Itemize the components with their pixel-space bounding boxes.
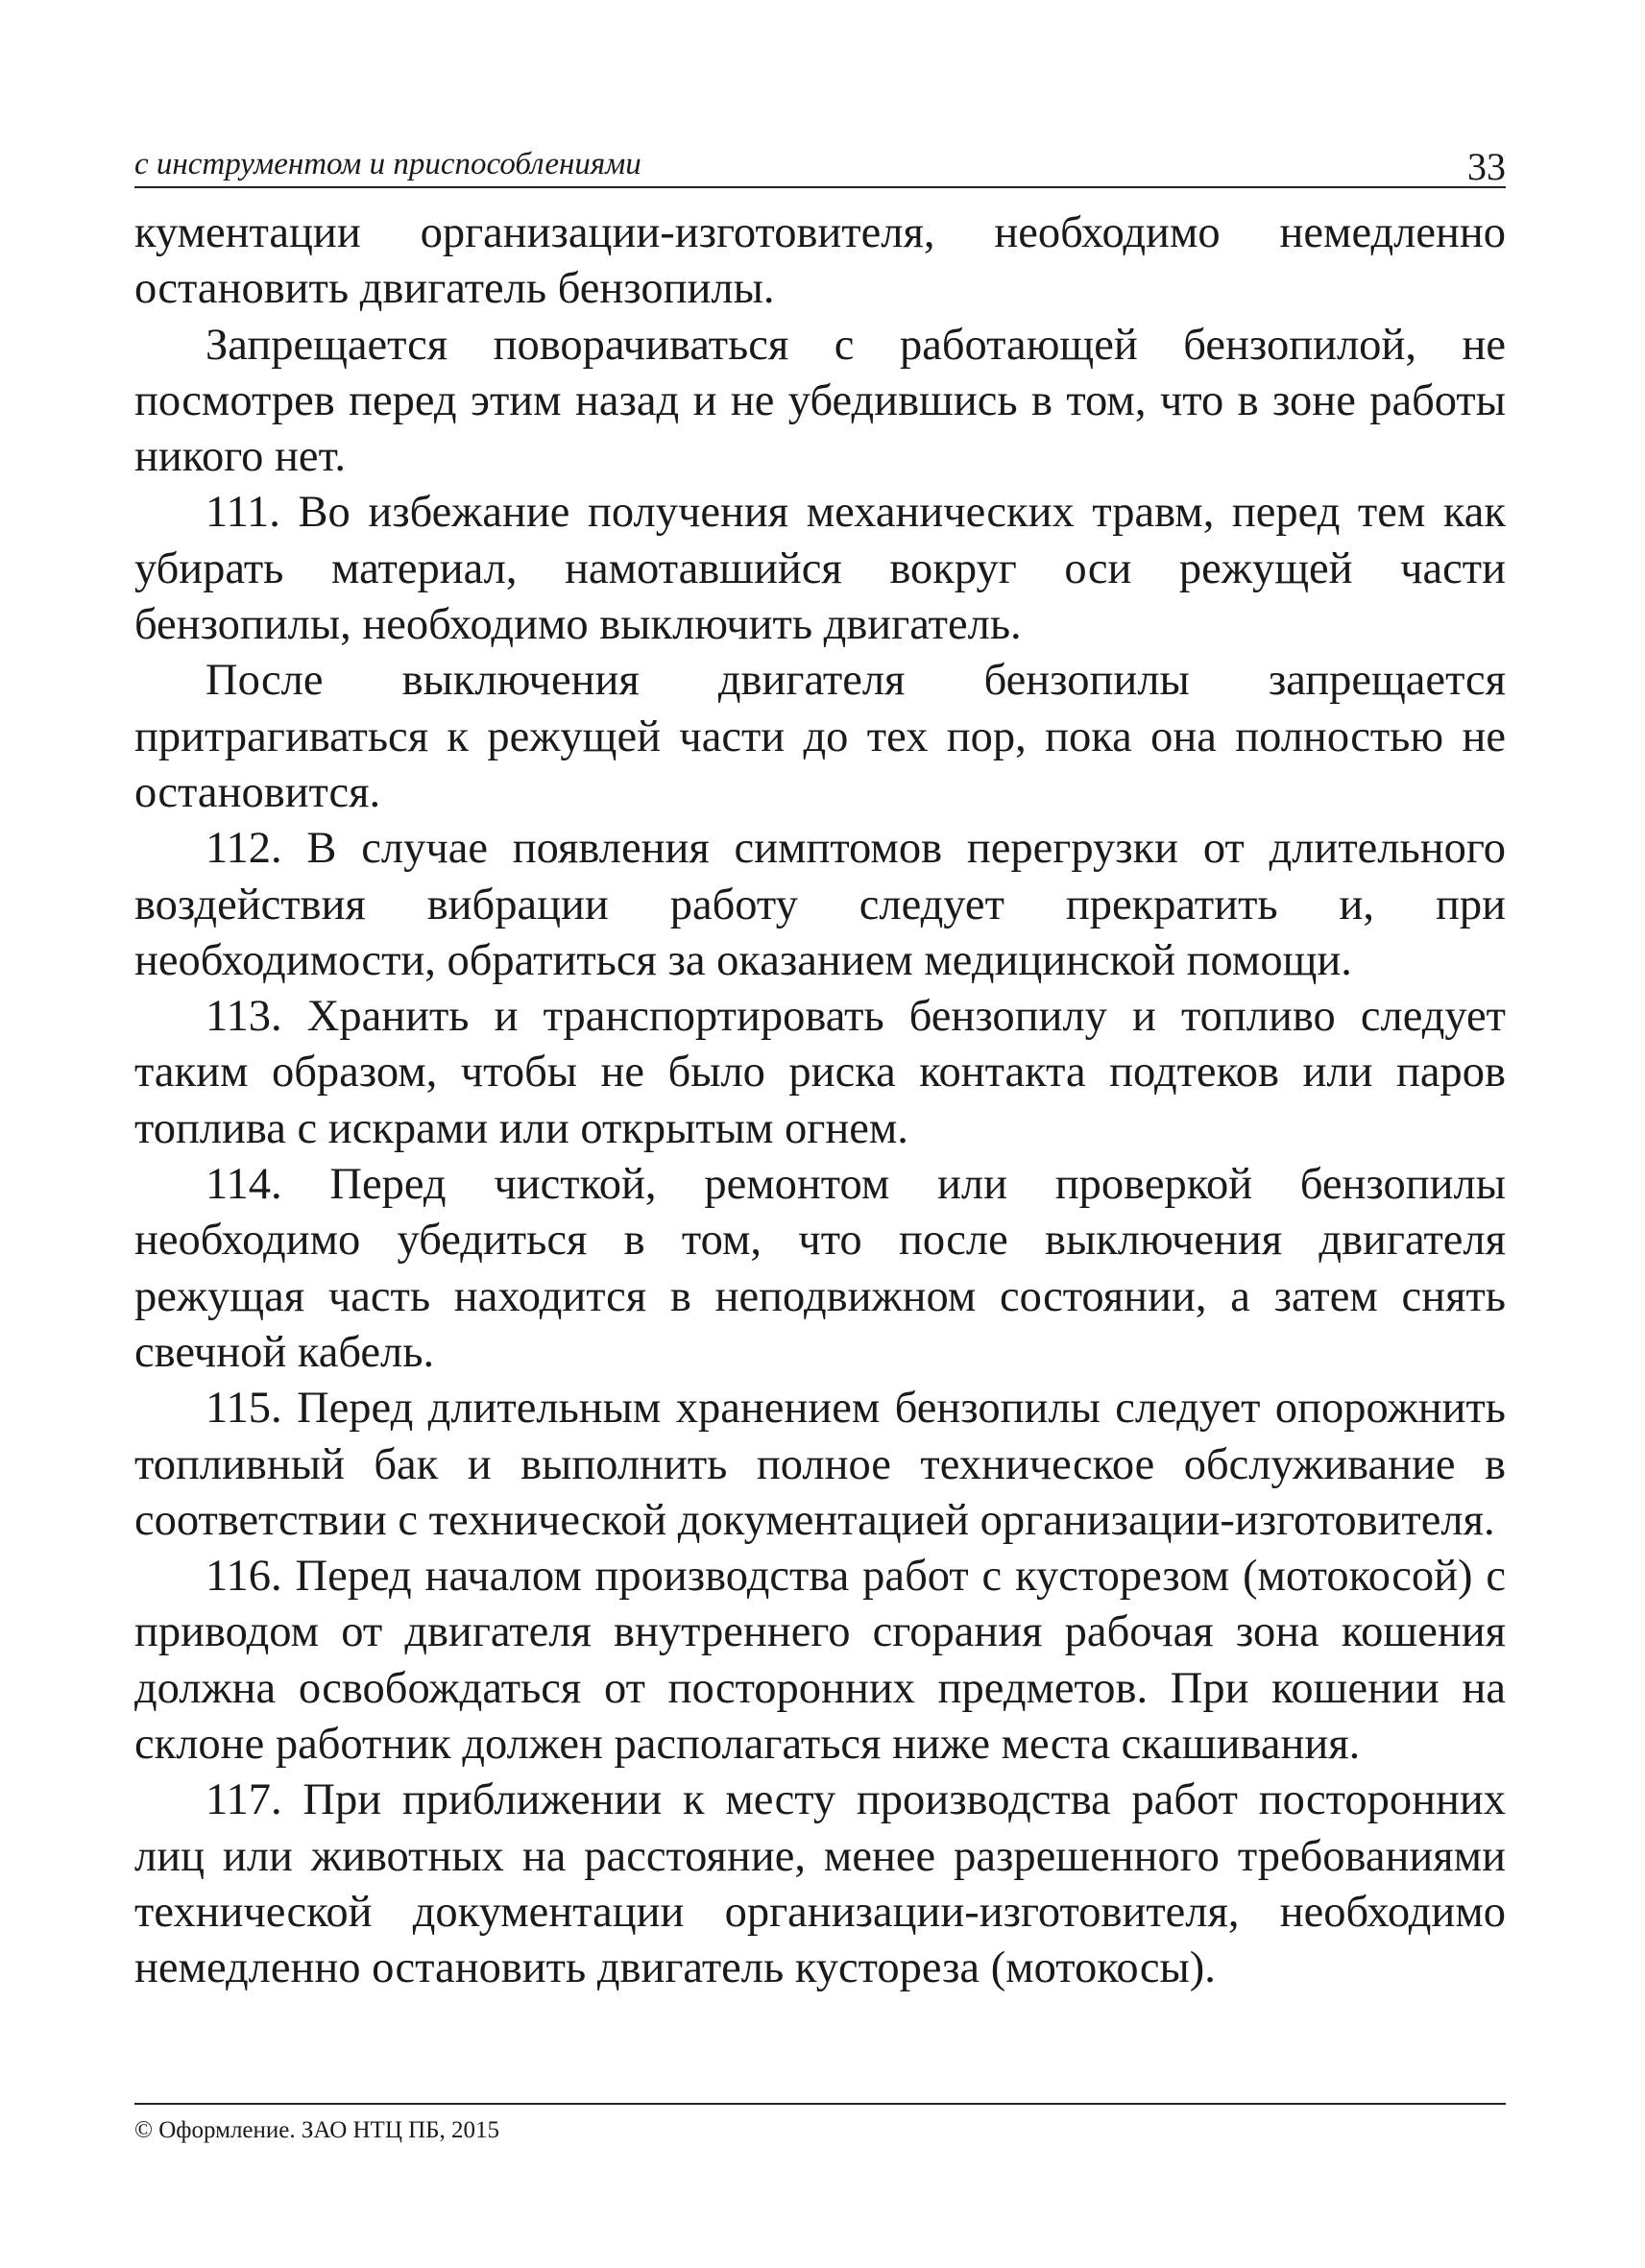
paragraph-item-115: 115. Перед длительным хранением бензопилы следует опорожнить топливный бак и выполнить полное техническое обслуживание в соответствии с технической документацией организации-изготовителя. bbox=[134, 1384, 1506, 1545]
paragraph-item-113: 113. Хранить и транспортировать бензопилу и топливо следует таким образом, чтобы не было риска контакта подтеков или паров топлива с искрами или открытым огнем. bbox=[134, 992, 1506, 1153]
body-text bbox=[134, 205, 1506, 1997]
paragraph-item-116: 116. Перед началом производства работ с кусторезом (мотокосой) с приводом от двигателя внутреннего сгорания рабочая зона кошения должна освобождаться от посторонних предметов. При кошении на склоне работник должен располагаться ниже места скашивания. bbox=[134, 1552, 1506, 1770]
paragraph: Запрещается поворачиваться с работающей бензопилой, не посмотрев перед этим назад и не убедившись в том, что в зоне работы никого нет. bbox=[134, 320, 1506, 482]
paragraph-item-114: 114. Перед чисткой, ремонтом или проверкой бензопилы необходимо убедиться в том, что после выключения двигателя режущая часть находится в неподвижном состоянии, а затем снять свечной кабель. bbox=[134, 1160, 1506, 1377]
paragraph-item-117: 117. При приближении к месту производства работ посторонних лиц или животных на расстояние, менее разрешенного требованиями технической документации организации-изготовителя, необходимо немедленно остановить двигатель кустореза (мотокосы). bbox=[134, 1775, 1506, 1993]
running-header bbox=[134, 144, 1506, 188]
paragraph: После выключения двигателя бензопилы запрещается притрагиваться к режущей части до тех пор, пока она полностью не остановится. bbox=[134, 656, 1506, 817]
page-number: 33 bbox=[1467, 145, 1506, 188]
page-footer bbox=[134, 2103, 1506, 2145]
paragraph-item-111: 111. Во избежание получения механических травм, перед тем как убирать материал, намотавшийся вокруг оси режущей части бензопилы, необходимо выключить двигатель. bbox=[134, 488, 1506, 650]
copyright-notice: © Оформление. ЗАО НТЦ ПБ, 2015 bbox=[134, 2117, 500, 2143]
paragraph-continuation: кументации организации-изготовителя, необходимо немедленно остановить двигатель бензопилы. bbox=[134, 208, 1506, 314]
running-title: с инструментом и приспособлениями bbox=[134, 147, 641, 181]
document-page bbox=[134, 0, 1506, 2268]
paragraph-item-112: 112. В случае появления симптомов перегрузки от длительного воздействия вибрации работу следует прекратить и, при необходимости, обратиться за оказанием медицинской помощи. bbox=[134, 824, 1506, 985]
